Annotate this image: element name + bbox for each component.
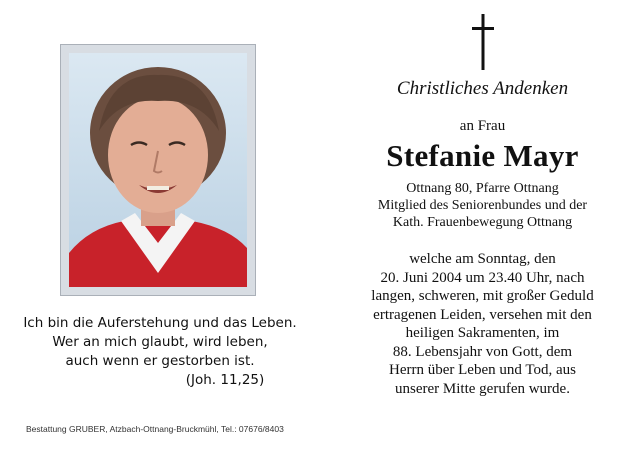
cross-icon	[472, 14, 494, 70]
quote-reference: (Joh. 11,25)	[185, 372, 265, 388]
announcement-line: ertragenen Leiden, versehen mit den	[373, 306, 592, 323]
announcement-line: Herrn über Leben und Tod, aus	[389, 362, 576, 378]
announcement-line: 88. Lebensjahr von Gott, dem	[392, 343, 573, 360]
announcement-line: langen, schweren, mit großer Geduld	[371, 288, 594, 304]
quote-line: auch wenn er gestorben ist.	[65, 353, 255, 369]
salutation: an Frau	[459, 118, 506, 134]
portrait-photo	[69, 53, 247, 287]
funeral-home-footer: Bestattung GRUBER, Atzbach-Ottnang-Bruckmühl, Tel.: 07676/8403	[26, 424, 284, 434]
card-heading: Christliches Andenken	[396, 78, 569, 99]
announcement-line: 20. Juni 2004 um 23.40 Uhr, nach	[380, 269, 585, 286]
announcement-line: heiligen Sakramenten, im	[405, 325, 560, 341]
photo-frame	[60, 44, 256, 296]
announcement-line: welche am Sonntag, den	[409, 251, 556, 267]
quote-line: Wer an mich glaubt, wird leben,	[52, 334, 268, 350]
deceased-name: Stefanie Mayr	[386, 138, 579, 173]
bible-quote	[0, 314, 320, 390]
death-announcement	[320, 250, 640, 398]
portrait-image	[69, 53, 247, 287]
person-details	[320, 180, 640, 231]
announcement-line: unserer Mitte gerufen wurde.	[395, 380, 570, 397]
detail-line: Kath. Frauenbewegung Ottnang	[392, 215, 573, 230]
detail-line: Ottnang 80, Pfarre Ottnang	[406, 181, 559, 196]
quote-line: Ich bin die Auferstehung und das Leben.	[23, 315, 297, 331]
detail-line: Mitglied des Seniorenbundes und der	[377, 198, 588, 213]
